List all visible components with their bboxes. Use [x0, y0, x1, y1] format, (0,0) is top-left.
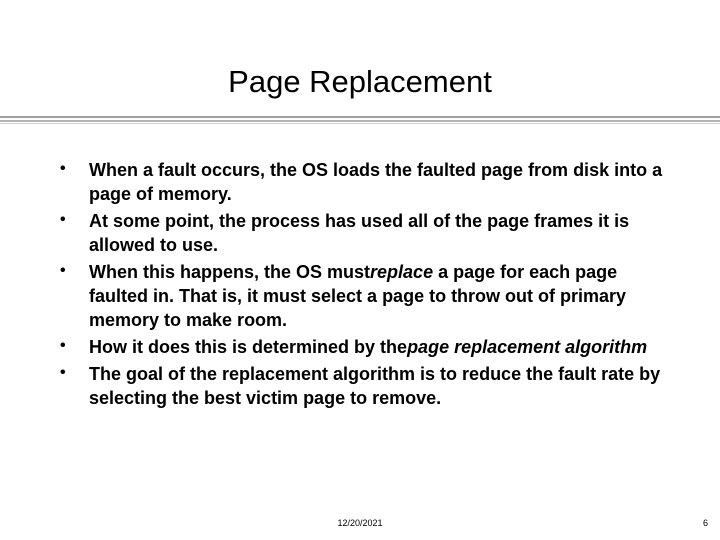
bullet-icon: •	[60, 262, 66, 279]
bullet-item	[60, 158, 670, 206]
bullet-icon: •	[60, 211, 66, 228]
page-number: 6	[702, 518, 708, 528]
bullet-text-emphasis: replace	[370, 262, 434, 282]
bullet-text: At some point, the process has used all of the page frames it is allowed to use.	[89, 211, 630, 255]
bullet-list	[60, 158, 670, 413]
rule-line-2	[0, 120, 720, 122]
rule-line-3	[0, 123, 720, 124]
footer-date: 12/20/2021	[337, 518, 383, 528]
bullet-icon: •	[60, 160, 66, 177]
rule-line-1	[0, 116, 720, 118]
bullet-item	[60, 260, 670, 332]
bullet-text: When a fault occurs, the OS loads the faulted page from disk into a page of memory.	[89, 160, 663, 204]
bullet-icon: •	[60, 337, 66, 354]
bullet-icon: •	[60, 364, 66, 381]
bullet-item	[60, 335, 670, 359]
bullet-text: The goal of the replacement algorithm is to reduce the fault rate by selecting the best victim page to remove.	[89, 364, 661, 408]
bullet-text-emphasis: page replacement algorithm	[407, 337, 648, 357]
slide-title: Page Replacement	[228, 64, 492, 99]
bullet-item	[60, 362, 670, 410]
title-rule	[0, 116, 720, 128]
bullet-item	[60, 209, 670, 257]
bullet-text-pre: How it does this is determined by the	[89, 337, 408, 357]
bullet-text-pre: When this happens, the OS must	[89, 262, 371, 282]
bullet-text-post: a page for each page faulted in. That is, it must select a page to throw out of primary memory to make room.	[89, 262, 627, 330]
